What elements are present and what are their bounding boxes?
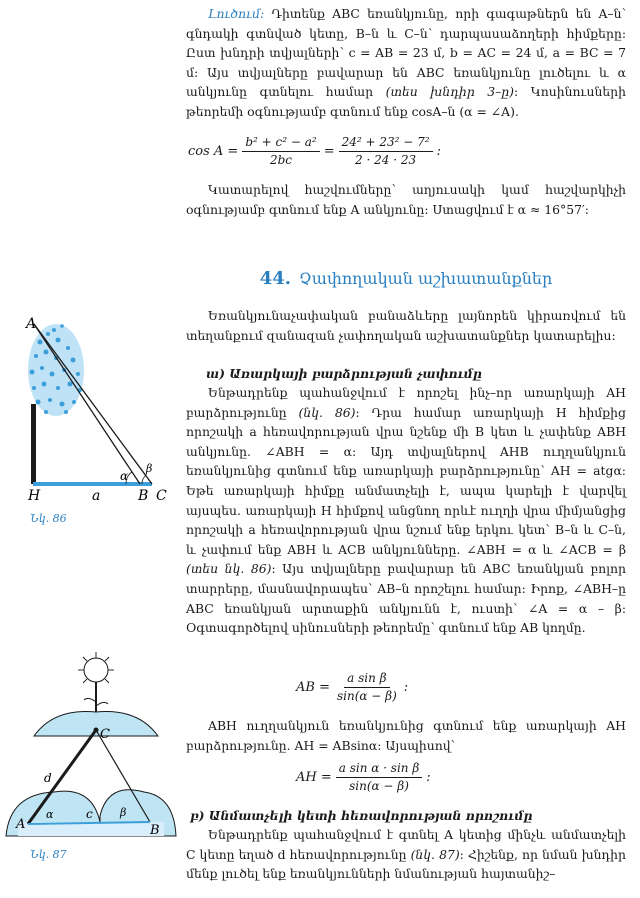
figure-87 [4,646,184,846]
formula3-den: sin(α − β) [349,779,409,793]
formula2-end: : [403,680,409,695]
formula1-den1: 2bc [269,153,293,167]
tree-trunk [31,404,36,484]
fig86-label-C: C [156,488,167,504]
fig87-label-A: A [16,817,26,832]
section-number: 44. [259,268,292,289]
formula3-num: a sin α · sin β [336,760,423,778]
fig86-label-A: A [26,316,37,332]
subsection-a-heading: ա) Առարկայի բարձրության չափումը [206,366,482,381]
para-a1-t1: Ենթադրենք պահանջվում է որոշել ինչ–որ առարկայի AH բարձրությունը [186,385,626,420]
para-b1-t1: Ենթադրենք պահանջվում է գտնել A կետից մինչև անմատչելի C կետը եղած d հեռավորությունը [186,827,626,862]
calc-paragraph: Կատարելով հաշվումները՝ աղյուսակի կամ հաշվարկիչի օգնությամբ գտնում ենք A անկյունը: Ստացվում է α ≈ 16°57′: [186,182,626,217]
formula1-lhs: cos A = [188,144,239,159]
paragraph-a1 [186,383,626,638]
section-title [186,268,626,289]
para-b1-t2: : Հիշենք, որ նման խնդիր մենք լուծել ենք եռանկյունների նմանության հայտանիշ– [186,846,626,882]
fig86-label-beta: β [146,462,153,475]
solution-paragraph [186,4,626,122]
formula3-end: : [426,770,431,785]
formula3-lhs: AH = [296,770,332,785]
figure-86 [18,312,178,512]
fig86-caption: Նկ. 86 [30,512,67,525]
fig87-label-alpha: α [46,808,54,821]
formula2-frac [334,670,400,705]
para-a1-n2: (տես նկ. 86) [186,561,272,577]
subsection-b-heading: բ) Անմատչելի կետի հեռավորության որոշումը [190,808,533,823]
fig87-caption: Նկ. 87 [30,848,67,861]
ab-formula [296,670,408,705]
solution-note: (տես խնդիր 3–ը) [373,84,515,100]
cosine-formula [188,134,441,169]
formula1-num2: 24² + 23² − 7² [339,134,433,152]
para-a1-n1: (նկ. 86) [286,404,356,420]
fig86-label-H: H [28,488,41,504]
para-b1-n1: (նկ. 87) [406,846,460,862]
formula1-num1: b² + c² − a² [242,134,319,152]
fig86-label-alpha: α [120,469,129,483]
solution-text2: : Կոսինուսների թեորեմի օգնությամբ գտնում ենք cosA–ն (α = ∠A). [186,84,626,119]
formula3-frac [336,760,423,795]
formula1-frac1 [242,134,319,169]
tree-foliage [28,324,84,416]
intro-paragraph: Եռանկյունաչափական բանաձևերը լայնորեն կիրառվում են տեղանքում զանազան չափողական աշխատանքներ կատարելիս: [186,308,626,343]
formula1-frac2 [339,134,433,169]
fig87-label-c: c [86,807,93,821]
paragraph-a2: ABH ուղղանկյուն եռանկյունից գտնում ենք առարկայի AH բարձրությունը. AH = ABsinα: Այսպիսով՝ [186,718,626,753]
formula2-lhs: AB = [296,680,330,695]
fig87-label-B: B [150,823,160,838]
fig86-label-B: B [138,488,149,504]
fig87-label-beta: β [120,806,127,819]
formula2-den: sin(α − β) [336,689,397,703]
formula1-den2: 2 · 24 · 23 [355,153,417,167]
formula1-eq: = [323,144,335,159]
solution-text: Դիտենք ABC եռանկյունը, որի գագաթներն են A–ն՝ գնդակի գտնված կետը, B–ն և C–ն՝ դարպասաձողերի հիմքերը: Ըստ խնդրի տվյալների՝ c = AB = 23 մ, b = AC = 24 մ, a = BC = 7 մ: Այս տվյալները բավարար են ABC եռանկյունը լուծելու և α անկյունը գտնելու համար [186,6,626,100]
ah-formula [296,760,431,795]
paragraph-b1 [186,825,626,884]
fig87-label-d: d [44,771,52,785]
point-C [94,728,99,733]
tree-icon [78,652,114,716]
solution-label: Լուծում: [208,6,265,21]
para-a1-t3: : Այս տվյալները բավարար են ABC եռանկյան բոլոր տարրերը, մասնավորապես՝ AB–ն որոշելու համար: Իրոք, ∠ABH–ը ABC եռանկյան արտաքին անկյունն է, ուստի՝ ∠A = α – β: Օգտագործելով սինուսների թեորեմը՝ գտնում ենք AB կողմը. [186,561,626,636]
formula1-end: : [436,144,441,159]
para-a1-t2: : Դրա համար առարկայի H հիմքից որոշակի a հեռավորության վրա նշենք մի B կետ և չափենք ABH անկյունը. ∠ABH = α: Այդ տվյալներով AHB ուղղանկյուն եռանկյունից գտնում ենք առարկայի բարձրությունը՝ AH = atgα: Եթե առարկայի հիմքը անմատչելի է, ապա կարելի է վարվել այսպես. առարկայի H հիմքով անցնող որևէ ուղղի վրա միմյանցից որոշակի a հեռավորության վրա նշում ենք երկու կետ՝ B–ն և C–ն, և չափում ենք ABH և ACB անկյունները. ∠ABH = α և ∠ACB = β [186,404,626,557]
fig86-label-a: a [92,488,101,504]
formula2-num: a sin β [344,670,389,688]
fig87-label-C: C [100,727,110,742]
section-name: Չափողական աշխատանքներ [299,269,553,288]
